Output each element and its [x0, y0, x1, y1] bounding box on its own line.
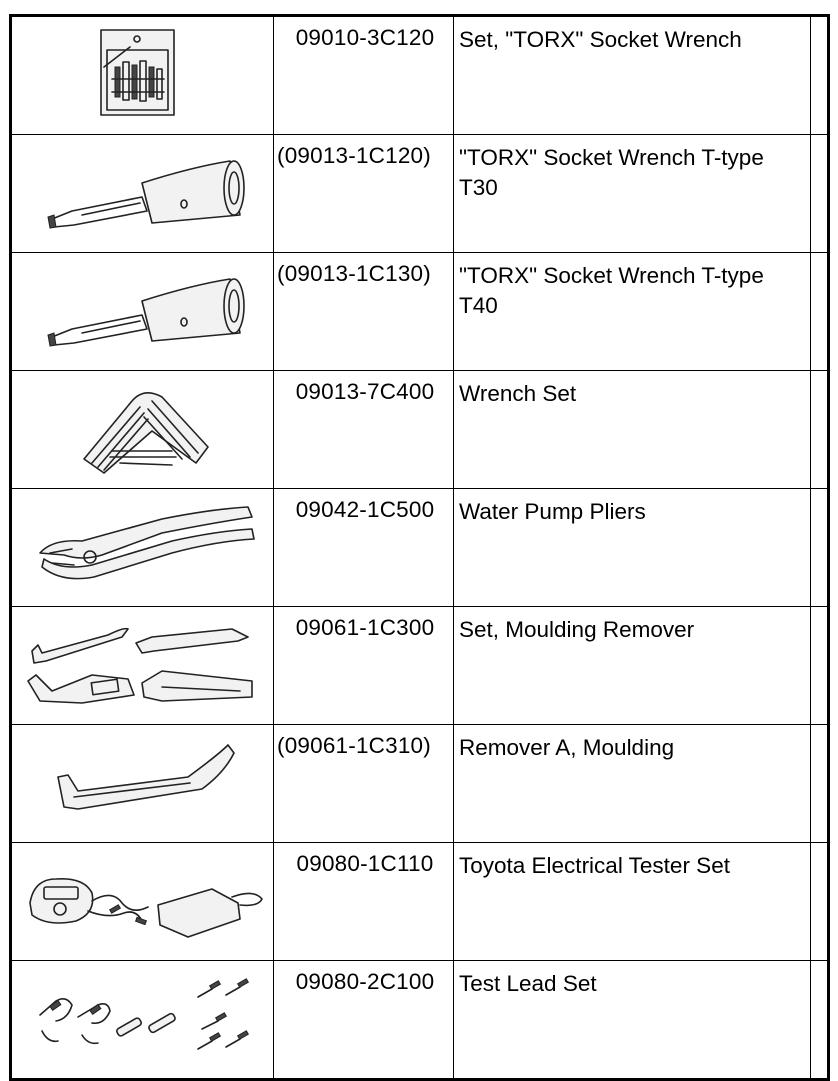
moulding-remover-set-icon [12, 607, 273, 716]
part-number: (09013-1C120) [277, 143, 431, 168]
part-number: 09080-1C110 [296, 851, 434, 876]
part-number: (09013-1C130) [277, 261, 431, 286]
table-row [11, 135, 829, 253]
tool-name-cell [454, 371, 811, 489]
tool-name: Test Lead Set [459, 971, 597, 996]
tool-name: Set, "TORX" Socket Wrench [459, 27, 742, 52]
table-row [11, 607, 829, 725]
tool-illustration-cell [11, 961, 274, 1080]
table-row [11, 16, 829, 135]
blank-cell [811, 489, 829, 607]
part-number: 09080-2C100 [295, 969, 435, 994]
table-row [11, 253, 829, 371]
tool-name-cell [454, 843, 811, 961]
tool-illustration-cell [11, 607, 274, 725]
torx-t-wrench-icon [12, 253, 273, 362]
blank-cell [811, 961, 829, 1080]
tool-name: Remover A, Moulding [459, 735, 675, 760]
part-number: 09010-3C120 [295, 25, 435, 50]
part-number-cell [274, 16, 454, 135]
part-number-cell [274, 489, 454, 607]
tool-name-cell [454, 135, 811, 253]
water-pump-pliers-icon [12, 489, 273, 598]
tool-name-cell [454, 253, 811, 371]
torx-t-wrench-icon [12, 135, 273, 244]
table-row [11, 725, 829, 843]
table-row [11, 961, 829, 1080]
part-number: 09013-7C400 [295, 379, 435, 404]
special-tools-table [9, 14, 830, 1081]
tool-illustration-cell [11, 489, 274, 607]
table-row [11, 489, 829, 607]
tool-illustration-cell [11, 843, 274, 961]
torx-socket-wrench-set-icon [12, 17, 273, 126]
part-number-cell [274, 607, 454, 725]
electrical-tester-set-icon [12, 843, 273, 952]
part-number-cell [274, 371, 454, 489]
part-number-cell [274, 253, 454, 371]
part-number-cell [274, 961, 454, 1080]
part-number: 09042-1C500 [295, 497, 435, 522]
part-number: 09061-1C300 [295, 615, 435, 640]
blank-cell [811, 135, 829, 253]
tool-name-cell [454, 725, 811, 843]
part-number-cell [274, 135, 454, 253]
part-number-cell [274, 725, 454, 843]
tool-name-cell [454, 489, 811, 607]
tool-name-cell [454, 961, 811, 1080]
blank-cell [811, 725, 829, 843]
moulding-remover-icon [12, 725, 273, 834]
tool-name: Toyota Electrical Tester Set [459, 853, 730, 878]
tool-illustration-cell [11, 371, 274, 489]
blank-cell [811, 371, 829, 489]
tool-illustration-cell [11, 725, 274, 843]
blank-cell [811, 607, 829, 725]
tool-name: "TORX" Socket Wrench T-type T30 [459, 145, 764, 200]
tool-name: "TORX" Socket Wrench T-type T40 [459, 263, 764, 318]
tool-name: Water Pump Pliers [459, 499, 646, 524]
tool-illustration-cell [11, 16, 274, 135]
part-number: (09061-1C310) [277, 733, 431, 758]
blank-cell [811, 843, 829, 961]
tool-name: Set, Moulding Remover [459, 617, 695, 642]
test-lead-set-icon [12, 961, 273, 1070]
blank-cell [811, 16, 829, 135]
tool-illustration-cell [11, 135, 274, 253]
tool-name-cell [454, 607, 811, 725]
table-row [11, 843, 829, 961]
blank-cell [811, 253, 829, 371]
hex-key-set-icon [12, 371, 273, 480]
table-row [11, 371, 829, 489]
tool-name-cell [454, 16, 811, 135]
part-number-cell [274, 843, 454, 961]
tool-name: Wrench Set [459, 381, 577, 406]
tool-illustration-cell [11, 253, 274, 371]
